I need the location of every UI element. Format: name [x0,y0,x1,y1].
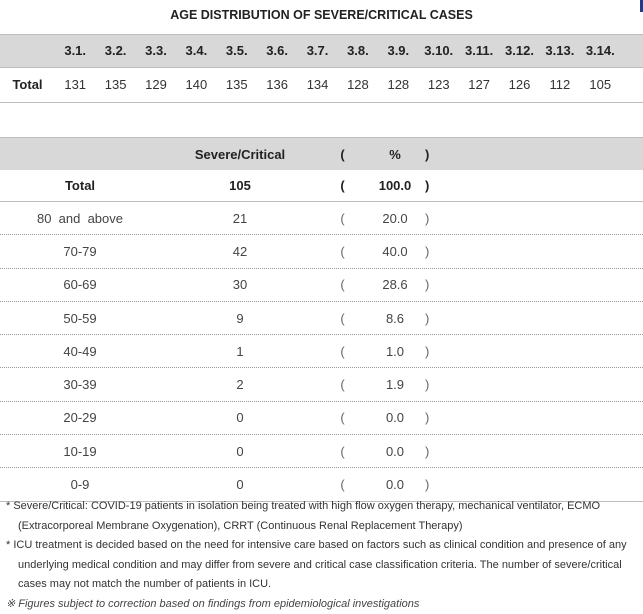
open-paren: ( [320,244,365,259]
daily-value: 140 [176,68,216,102]
date-header: 3.6. [257,35,297,67]
open-paren: ( [320,410,365,425]
daily-value: 123 [419,68,459,102]
severe-cases-table [0,137,643,502]
close-paren: ) [425,311,445,326]
open-paren: ( [320,344,365,359]
daily-value: 127 [459,68,499,102]
open-paren: ( [320,377,365,392]
age-group-count: 21 [160,211,320,226]
age-group-percent: 0.0 [365,477,425,492]
age-group-count: 2 [160,377,320,392]
total-percent: 100.0 [365,178,425,193]
notes-section [6,497,638,614]
daily-header-row [0,34,643,68]
daily-value: 135 [217,68,257,102]
date-header: 3.9. [378,35,418,67]
age-group-count: 0 [160,477,320,492]
date-header: 3.5. [217,35,257,67]
age-group-label: 30-39 [0,377,160,392]
open-paren: ( [320,277,365,292]
age-group-count: 0 [160,444,320,459]
age-group-row [0,402,643,435]
daily-value: 105 [580,68,620,102]
close-paren: ) [425,211,445,226]
row-label: Total [0,68,55,102]
daily-value: 134 [297,68,337,102]
age-group-row [0,235,643,268]
age-group-label: 50-59 [0,311,160,326]
date-header: 3.10. [419,35,459,67]
age-group-percent: 20.0 [365,211,425,226]
age-group-count: 9 [160,311,320,326]
age-group-percent: 8.6 [365,311,425,326]
age-group-row [0,368,643,401]
daily-value: 112 [540,68,580,102]
daily-value: 128 [338,68,378,102]
daily-value: 128 [378,68,418,102]
age-group-percent: 28.6 [365,277,425,292]
total-count: 105 [160,178,320,193]
age-group-percent: 1.9 [365,377,425,392]
daily-value: 129 [136,68,176,102]
age-group-label: 40-49 [0,344,160,359]
daily-value: 135 [95,68,135,102]
note-severe-definition: * Severe/Critical: COVID-19 patients in isolation being treated with high flow oxygen therapy, mechanical ventilator, ECMO (Extracorporeal Membrane Oxygenation), CRRT (Continuous Renal Replacement Therapy) [6,497,638,536]
severe-header-row [0,137,643,170]
close-paren: ) [425,344,445,359]
age-group-percent: 40.0 [365,244,425,259]
date-header: 3.4. [176,35,216,67]
open-paren: ( [320,311,365,326]
age-group-row [0,435,643,468]
close-paren: ) [425,244,445,259]
close-paren: ) [425,277,445,292]
total-label: Total [0,178,160,193]
age-group-row [0,202,643,235]
age-group-count: 30 [160,277,320,292]
daily-value: 136 [257,68,297,102]
date-header: 3.3. [136,35,176,67]
header-close-paren: ) [425,147,445,162]
date-header: 3.7. [297,35,337,67]
age-group-percent: 0.0 [365,410,425,425]
header-open-paren: ( [320,147,365,162]
note-icu-treatment: * ICU treatment is decided based on the need for intensive care based on factors such as clinical condition and presence of any underlying medical condition and may differ from severe and critical case classification criteria. The number of severe/critical cases may not match the number of patients in ICU. [6,536,638,595]
open-paren: ( [320,444,365,459]
header-percent: % [365,147,425,162]
date-header: 3.1. [55,35,95,67]
footnote-correction: ※ Figures subject to correction based on findings from epidemiological investigations [6,595,638,614]
age-group-label: 20-29 [0,410,160,425]
age-group-label: 0-9 [0,477,160,492]
date-header: 3.14. [580,35,620,67]
age-group-label: 80 and above [0,211,160,226]
age-group-label: 60-69 [0,277,160,292]
total-open-paren: ( [320,178,365,193]
total-row [0,170,643,202]
age-group-count: 1 [160,344,320,359]
daily-value: 131 [55,68,95,102]
age-group-count: 42 [160,244,320,259]
age-group-percent: 1.0 [365,344,425,359]
date-header: 3.13. [540,35,580,67]
age-group-row [0,302,643,335]
open-paren: ( [320,211,365,226]
age-group-percent: 0.0 [365,444,425,459]
date-header: 3.11. [459,35,499,67]
age-group-count: 0 [160,410,320,425]
close-paren: ) [425,477,445,492]
daily-total-row [0,68,643,103]
age-group-row [0,335,643,368]
age-group-label: 10-19 [0,444,160,459]
header-count: Severe/Critical [160,147,320,162]
age-group-row [0,269,643,302]
table-title: AGE DISTRIBUTION OF SEVERE/CRITICAL CASES [0,0,643,30]
close-paren: ) [425,410,445,425]
date-header: 3.12. [499,35,539,67]
date-header: 3.2. [95,35,135,67]
close-paren: ) [425,444,445,459]
age-group-label: 70-79 [0,244,160,259]
total-close-paren: ) [425,178,445,193]
open-paren: ( [320,477,365,492]
close-paren: ) [425,377,445,392]
date-header: 3.8. [338,35,378,67]
header-blank-cell [0,35,55,67]
daily-value: 126 [499,68,539,102]
daily-totals-table [0,34,643,103]
